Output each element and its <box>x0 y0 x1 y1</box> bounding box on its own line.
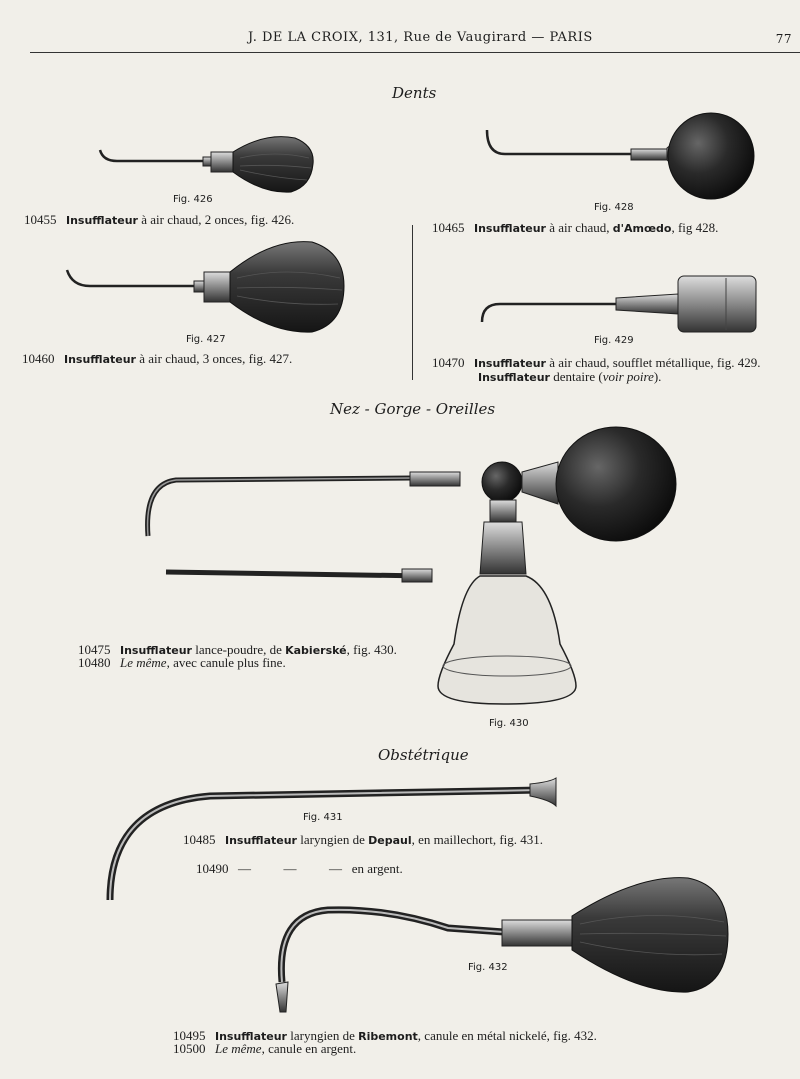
fig-429-label: Fig. 429 <box>594 335 634 346</box>
entry-bold: Insufflateur <box>66 214 138 227</box>
entry-10500 <box>173 1041 356 1057</box>
entry-10465 <box>432 220 718 236</box>
insufflator-428-illustration <box>483 112 758 202</box>
fig-431-label: Fig. 431 <box>303 812 343 823</box>
entry-italic: Le même <box>215 1041 262 1056</box>
entry-bold-name: Depaul <box>368 834 412 847</box>
insufflator-427-illustration <box>62 238 352 336</box>
entry-text: laryngien de <box>296 832 369 847</box>
entry-text-end: ). <box>653 369 662 384</box>
fig-430-label: Fig. 430 <box>489 718 529 729</box>
entry-bold: Insufflateur <box>225 834 297 847</box>
entry-bold: Insufflateur <box>478 371 550 384</box>
fig-427-label: Fig. 427 <box>186 334 226 345</box>
insufflator-432-illustration <box>268 874 734 1016</box>
entry-bold: Insufflateur <box>474 357 546 370</box>
fig-428-label: Fig. 428 <box>594 202 634 213</box>
fig-432-label: Fig. 432 <box>468 962 508 973</box>
entry-number: 10500 <box>173 1041 206 1056</box>
entry-text: dentaire ( <box>549 369 603 384</box>
entry-text-end: , fig 428. <box>671 220 719 235</box>
insufflator-429-illustration <box>478 270 763 336</box>
entry-number: 10470 <box>432 355 465 370</box>
fig-426-label: Fig. 426 <box>173 194 213 205</box>
entry-number: 10485 <box>183 832 216 847</box>
entry-number: 10455 <box>24 212 57 227</box>
header-title: J. DE LA CROIX, 131, Rue de Vaugirard — PARIS <box>248 30 593 45</box>
entry-text: à air chaud, <box>545 220 613 235</box>
entry-bold-name: Ribemont <box>358 1030 418 1043</box>
header-rule <box>30 52 800 53</box>
entry-number: 10480 <box>78 655 111 670</box>
entry-bold: Insufflateur <box>215 1030 287 1043</box>
entry-text: à air chaud, 2 onces, fig. 426. <box>137 212 295 227</box>
entry-text-end: , en maillechort, fig. 431. <box>411 832 544 847</box>
entry-text-end: , canule en métal nickelé, fig. 432. <box>417 1028 597 1043</box>
entry-10455 <box>24 212 294 228</box>
entry-italic: Le même <box>120 655 167 670</box>
entry-number: 10475 <box>78 642 111 657</box>
entry-bold: Insufflateur <box>120 644 192 657</box>
entry-text-end: , fig. 430. <box>346 642 397 657</box>
column-divider <box>412 225 413 380</box>
entry-text: lance-poudre, de <box>191 642 286 657</box>
entry-text: à air chaud, 3 onces, fig. 427. <box>135 351 293 366</box>
insufflator-426-illustration <box>95 128 317 200</box>
entry-10460 <box>22 351 292 367</box>
entry-italic: voir poire <box>602 369 654 384</box>
entry-text: , avec canule plus fine. <box>166 655 286 670</box>
entry-number: 10490 <box>196 861 229 876</box>
entry-10470-dentaire <box>478 369 661 385</box>
entry-text: à air chaud, soufflet métallique, fig. 429. <box>545 355 761 370</box>
section-title-dents: Dents <box>392 84 437 102</box>
section-title-nez-gorge-oreilles: Nez - Gorge - Oreilles <box>330 400 496 418</box>
entry-bold-name: d'Amœdo <box>612 222 672 235</box>
entry-bold: Insufflateur <box>474 222 546 235</box>
entry-text: — — — en argent. <box>238 861 403 876</box>
entry-text: , canule en argent. <box>261 1041 357 1056</box>
page-number: 77 <box>775 32 792 46</box>
entry-number: 10465 <box>432 220 465 235</box>
entry-bold-name: Kabierské <box>285 644 347 657</box>
entry-10480 <box>78 655 286 671</box>
section-title-obstetrique: Obstétrique <box>378 746 469 764</box>
entry-bold: Insufflateur <box>64 353 136 366</box>
entry-number: 10460 <box>22 351 55 366</box>
entry-number: 10495 <box>173 1028 206 1043</box>
entry-text: laryngien de <box>286 1028 359 1043</box>
